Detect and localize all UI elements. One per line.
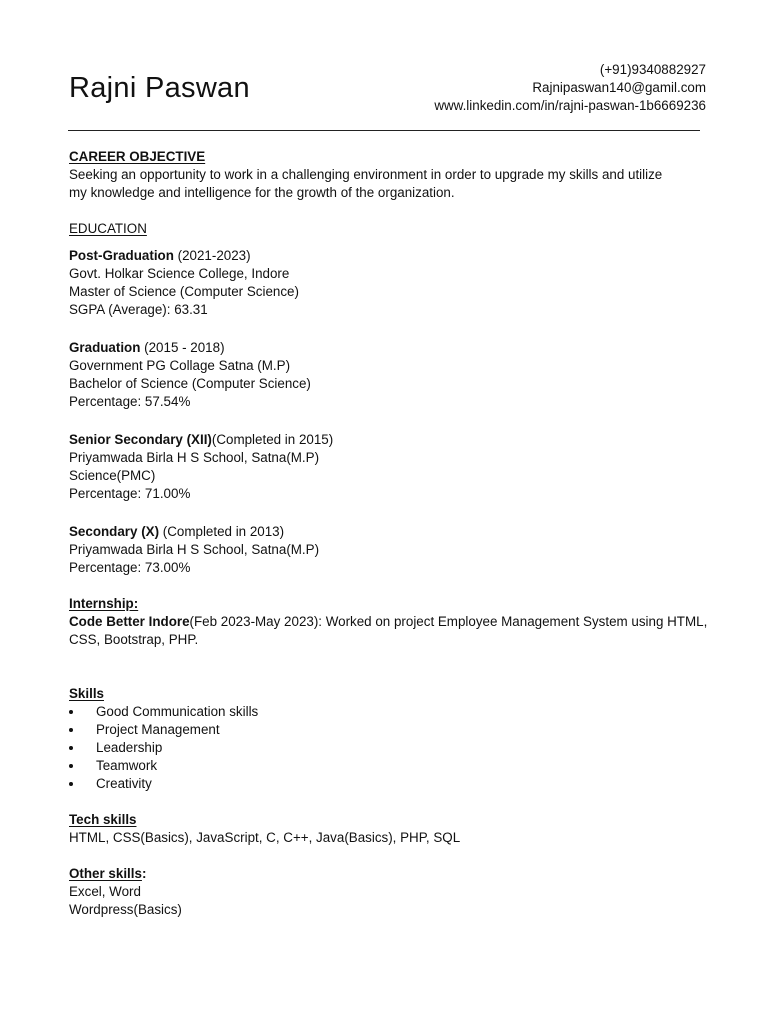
education-level: Graduation — [69, 340, 141, 355]
bullet-icon — [69, 710, 73, 714]
internship-heading: Internship: — [69, 596, 139, 611]
bullet-icon — [69, 728, 73, 732]
education-line: Master of Science (Computer Science) — [69, 284, 299, 299]
list-item — [69, 703, 709, 721]
education-line: Percentage: 73.00% — [69, 560, 191, 575]
education-level: Secondary (X) — [69, 524, 160, 539]
linkedin-url: www.linkedin.com/in/rajni-paswan-1b6669236 — [434, 98, 706, 113]
education-period: (Completed in 2013) — [159, 524, 285, 539]
skill-label: Teamwork — [96, 758, 158, 773]
resume-body — [69, 148, 709, 919]
other-skills-heading: Other skills — [69, 866, 142, 881]
education-line: Science(PMC) — [69, 468, 156, 483]
education-entry-senior-secondary — [69, 431, 709, 503]
list-item — [69, 739, 709, 757]
career-objective-heading: CAREER OBJECTIVE — [69, 149, 206, 164]
education-entry-graduation — [69, 339, 709, 411]
internship-text-block — [69, 613, 709, 649]
education-period: (2021-2023) — [173, 248, 251, 263]
education-line: Priyamwada Birla H S School, Satna(M.P) — [69, 450, 320, 465]
education-period: (2015 - 2018) — [140, 340, 225, 355]
list-item — [69, 775, 709, 793]
tech-skills-heading: Tech skills — [69, 812, 137, 827]
education-level: Post-Graduation — [69, 248, 174, 263]
education-line: Bachelor of Science (Computer Science) — [69, 376, 311, 391]
education-line: SGPA (Average): 63.31 — [69, 302, 208, 317]
header-divider — [68, 130, 700, 131]
phone-number: (+91)9340882927 — [599, 62, 706, 77]
candidate-name: Rajni Paswan — [69, 72, 250, 104]
education-line: Percentage: 71.00% — [69, 486, 191, 501]
internship-description: (Feb 2023-May 2023): Worked on project Employee Management System using HTML, CSS, Bootstrap, PHP. — [69, 614, 708, 647]
email-address: Rajnipaswan140@gamil.com — [532, 80, 706, 95]
bullet-icon — [69, 764, 73, 768]
education-line: Government PG Collage Satna (M.P) — [69, 358, 291, 373]
bullet-icon — [69, 782, 73, 786]
bullet-icon — [69, 746, 73, 750]
education-level: Senior Secondary (XII) — [69, 432, 212, 447]
education-entry-postgrad — [69, 247, 709, 319]
skill-label: Creativity — [96, 776, 152, 791]
skill-label: Good Communication skills — [96, 704, 259, 719]
education-entry-secondary — [69, 523, 709, 577]
list-item — [69, 757, 709, 775]
internship-company: Code Better Indore — [69, 614, 190, 629]
tech-skills-text: HTML, CSS(Basics), JavaScript, C, C++, Java(Basics), PHP, SQL — [69, 830, 461, 845]
other-skills-line: Wordpress(Basics) — [69, 902, 182, 917]
education-line: Priyamwada Birla H S School, Satna(M.P) — [69, 542, 320, 557]
skill-label: Leadership — [96, 740, 163, 755]
skills-heading: Skills — [69, 686, 104, 701]
education-heading: EDUCATION — [69, 221, 147, 236]
list-item — [69, 721, 709, 739]
education-line: Govt. Holkar Science College, Indore — [69, 266, 290, 281]
career-objective-text: Seeking an opportunity to work in a challenging environment in order to upgrade my skills and utilize my knowledge and intelligence for the growth of the organization. — [69, 167, 663, 200]
skill-label: Project Management — [96, 722, 220, 737]
education-line: Percentage: 57.54% — [69, 394, 191, 409]
education-period: (Completed in 2015) — [211, 432, 334, 447]
other-skills-colon: : — [141, 866, 147, 881]
contact-block — [434, 61, 706, 115]
skills-list — [69, 703, 709, 793]
other-skills-line: Excel, Word — [69, 884, 141, 899]
